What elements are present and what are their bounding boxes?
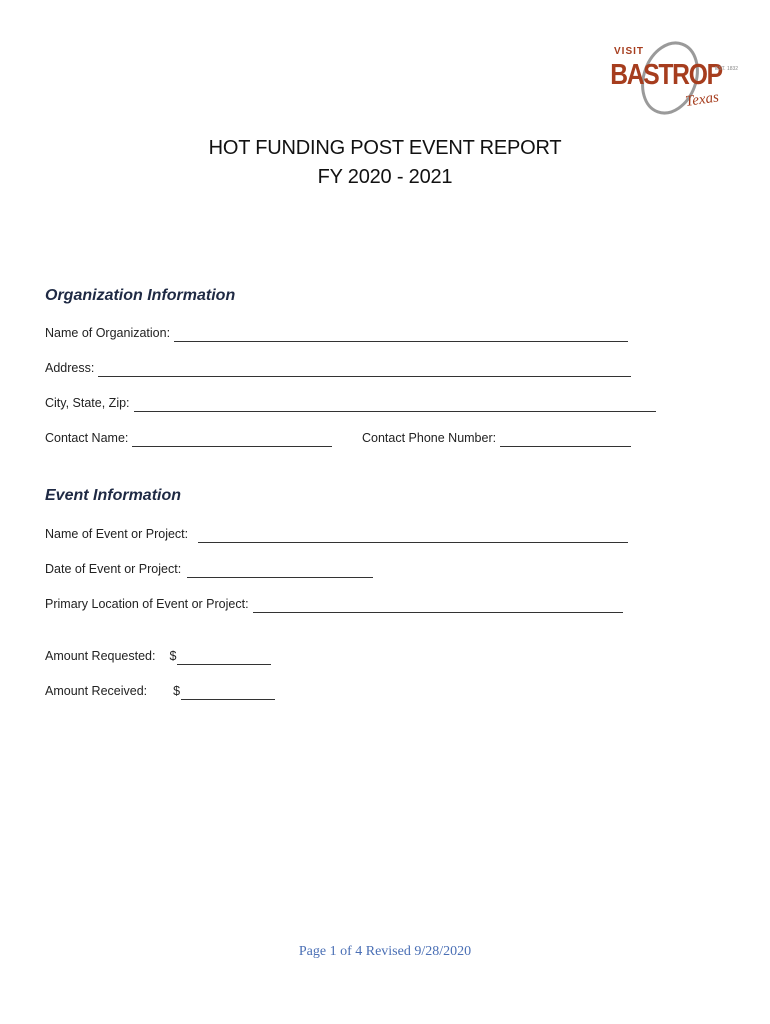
event-location-field[interactable] <box>45 593 623 613</box>
page-footer: Page 1 of 4 Revised 9/28/2020 <box>298 944 472 959</box>
logo-visit-text: VISIT <box>614 46 645 57</box>
event-name-label: Name of Event or Project: <box>45 527 189 541</box>
contact-phone-input-line[interactable] <box>500 432 631 447</box>
event-name-field[interactable] <box>45 523 628 543</box>
contact-name-field[interactable] <box>45 427 332 447</box>
logo-bastrop-text: BASTROP <box>610 58 722 91</box>
contact-phone-label: Contact Phone Number: <box>362 431 497 445</box>
amount-received-field[interactable] <box>45 680 275 700</box>
contact-name-label: Contact Name: <box>45 431 129 445</box>
organization-name-label: Name of Organization: <box>45 326 171 340</box>
amount-requested-currency: $ <box>169 649 177 663</box>
logo-est-text: EST. 1832 <box>715 66 739 72</box>
amount-requested-field[interactable] <box>45 645 271 665</box>
visit-bastrop-logo <box>600 40 739 120</box>
amount-requested-label: Amount Requested: <box>45 649 156 663</box>
city-state-zip-field[interactable] <box>45 392 656 412</box>
event-location-label: Primary Location of Event or Project: <box>45 597 249 611</box>
amount-received-label: Amount Received: <box>45 684 148 698</box>
event-date-input-line[interactable] <box>187 563 373 578</box>
amount-received-input-line[interactable] <box>181 685 275 700</box>
logo-texas-text: Texas <box>684 89 720 110</box>
amount-requested-input-line[interactable] <box>177 650 271 665</box>
address-input-line[interactable] <box>98 362 631 377</box>
contact-phone-field[interactable] <box>362 427 631 447</box>
city-state-zip-input-line[interactable] <box>134 397 656 412</box>
amount-received-currency: $ <box>173 684 181 698</box>
event-date-field[interactable] <box>45 558 373 578</box>
contact-name-input-line[interactable] <box>132 432 332 447</box>
event-section-heading: Event Information <box>45 487 182 504</box>
event-name-input-line[interactable] <box>198 528 628 543</box>
event-date-label: Date of Event or Project: <box>45 562 182 576</box>
address-label: Address: <box>45 361 95 375</box>
address-field[interactable] <box>45 357 631 377</box>
organization-section-heading: Organization Information <box>45 287 236 304</box>
fiscal-year-title: FY 2020 - 2021 <box>317 166 453 188</box>
organization-name-input-line[interactable] <box>174 327 628 342</box>
event-location-input-line[interactable] <box>253 598 623 613</box>
organization-name-field[interactable] <box>45 322 628 342</box>
report-title: HOT FUNDING POST EVENT REPORT <box>208 137 562 159</box>
city-state-zip-label: City, State, Zip: <box>45 396 130 410</box>
